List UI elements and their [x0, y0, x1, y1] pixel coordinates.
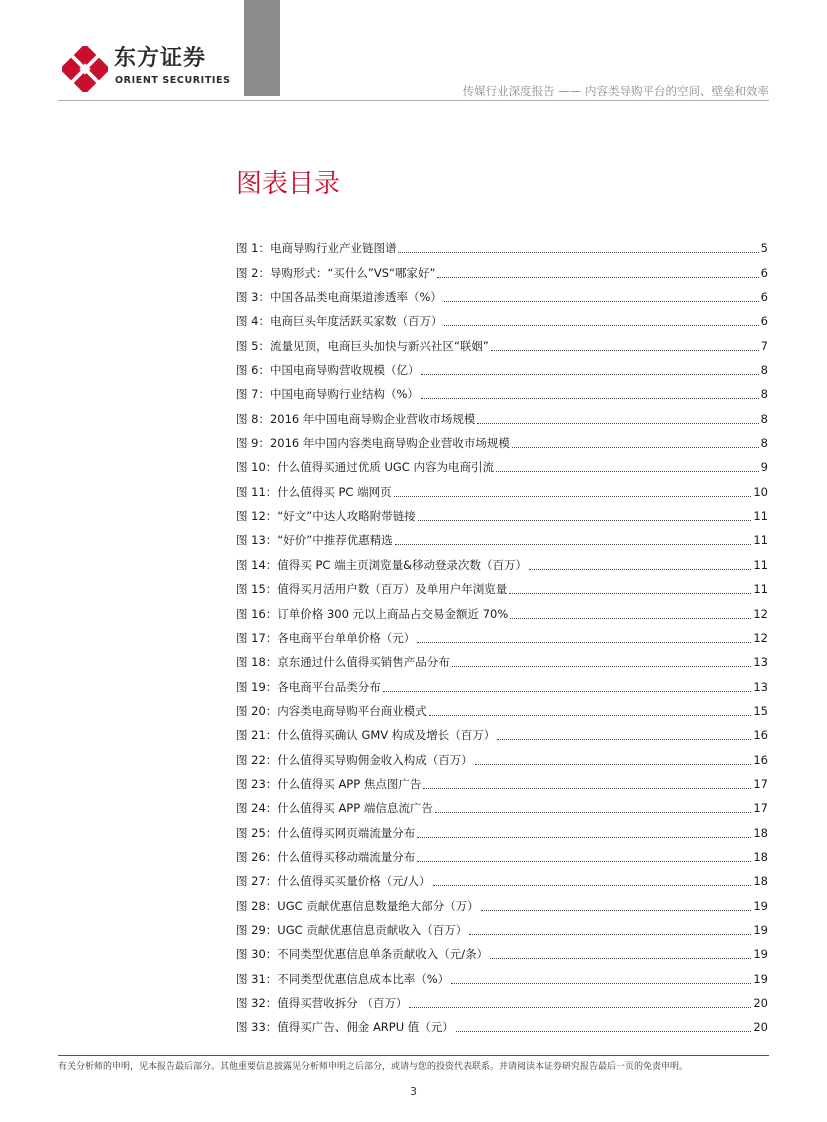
toc-entry-label: 图 32：值得买营收拆分 （百万） [236, 996, 408, 1010]
toc-entry[interactable] [236, 670, 768, 694]
toc-dot-leader [452, 665, 752, 667]
toc-entry[interactable] [236, 646, 768, 670]
toc-entry-label: 图 21：什么值得买确认 GMV 构成及增长（百万） [236, 728, 496, 743]
toc-dot-leader [433, 884, 752, 886]
logo-name-en: ORIENT SECURITIES [115, 75, 231, 86]
toc-entry[interactable] [236, 475, 768, 499]
toc-entry-page: 10 [753, 484, 768, 499]
toc-entry[interactable] [236, 622, 768, 646]
toc-entry-label: 图 1：电商导购行业产业链图谱 [236, 241, 397, 256]
toc-entry[interactable] [236, 597, 768, 621]
toc-dot-leader [497, 738, 751, 740]
toc-entry-page: 18 [753, 874, 768, 889]
toc-entry-label: 图 27：什么值得买买量价格（元/人） [236, 874, 431, 889]
toc-dot-leader [451, 982, 751, 984]
toc-dot-leader [421, 397, 759, 399]
toc-entry[interactable] [236, 962, 768, 986]
toc-entry[interactable] [236, 792, 768, 816]
toc-dot-leader [475, 763, 752, 765]
toc-dot-leader [512, 446, 759, 448]
toc-entry[interactable] [236, 354, 768, 378]
toc-entry-label: 图 16：订单价格 300 元以上商品占交易金额近 70% [236, 606, 509, 621]
toc-entry[interactable] [236, 719, 768, 743]
page-title: 图表目录 [236, 169, 341, 199]
toc-entry-page: 8 [760, 363, 768, 378]
toc-entry[interactable] [236, 402, 768, 426]
toc-entry-label: 图 4：电商巨头年度活跃买家数（百万） [236, 314, 443, 329]
toc-entry-label: 图 23：什么值得买 APP 焦点图广告 [236, 776, 422, 791]
toc-entry[interactable] [236, 695, 768, 719]
toc-entry-label: 图 13：“好价”中推荐优惠精选 [236, 533, 393, 548]
toc-entry-label: 图 8：2016 年中国电商导购企业营收市场规模 [236, 411, 476, 426]
toc-entry-page: 20 [753, 996, 768, 1010]
toc-entry-label: 图 2：导购形式：“买什么”VS“哪家好” [236, 265, 436, 280]
toc-entry[interactable] [236, 305, 768, 329]
toc-dot-leader [477, 422, 758, 424]
toc-entry[interactable] [236, 841, 768, 865]
toc-entry-page: 19 [753, 947, 768, 962]
toc-dot-leader [417, 860, 751, 862]
toc-dot-leader [423, 787, 751, 789]
figure-list [236, 232, 768, 1035]
toc-dot-leader [398, 251, 758, 253]
company-logo [62, 46, 262, 92]
toc-dot-leader [437, 276, 758, 278]
toc-entry-label: 图 6：中国电商导购营收规模（亿） [236, 363, 420, 378]
toc-dot-leader [456, 1030, 752, 1032]
toc-entry-page: 15 [753, 703, 768, 718]
toc-entry-page: 16 [753, 728, 768, 743]
toc-entry-page: 18 [753, 825, 768, 840]
toc-entry-page: 5 [760, 241, 768, 256]
toc-entry-page: 16 [753, 752, 768, 767]
toc-entry[interactable] [236, 281, 768, 305]
toc-dot-leader [383, 690, 752, 692]
toc-entry-page: 6 [760, 290, 768, 305]
orient-securities-logo-icon [62, 46, 108, 92]
toc-entry-label: 图 3：中国各品类电商渠道渗透率（%） [236, 290, 442, 305]
toc-entry-page: 6 [760, 265, 768, 280]
toc-dot-leader [394, 495, 752, 497]
toc-entry[interactable] [236, 816, 768, 840]
toc-entry-page: 11 [753, 582, 768, 597]
toc-entry-label: 图 15：值得买月活用户数（百万）及单用户年浏览量 [236, 582, 508, 597]
toc-entry-page: 9 [760, 460, 768, 475]
toc-entry[interactable] [236, 451, 768, 475]
toc-entry-page: 13 [753, 679, 768, 694]
toc-entry[interactable] [236, 378, 768, 402]
toc-entry[interactable] [236, 987, 768, 1011]
toc-entry-label: 图 22：什么值得买导购佣金收入构成（百万） [236, 752, 473, 767]
disclaimer: 有关分析师的申明，见本报告最后部分。其他重要信息披露见分析师申明之后部分，或请与您的投资代表联系。并请阅读本证券研究报告最后一页的免责申明。 [58, 1062, 689, 1072]
toc-entry[interactable] [236, 914, 768, 938]
toc-entry[interactable] [236, 889, 768, 913]
toc-entry-page: 19 [753, 971, 768, 986]
toc-entry-label: 图 17：各电商平台单单价格（元） [236, 630, 416, 645]
toc-entry-label: 图 12：“好文”中达人攻略附带链接 [236, 509, 416, 524]
footer-divider [58, 1055, 769, 1056]
toc-dot-leader [417, 836, 751, 838]
toc-entry[interactable] [236, 768, 768, 792]
toc-dot-leader [417, 641, 751, 643]
toc-entry[interactable] [236, 865, 768, 889]
toc-dot-leader [481, 909, 752, 911]
toc-entry-page: 18 [753, 849, 768, 864]
toc-entry-page: 11 [753, 557, 768, 572]
toc-entry[interactable] [236, 500, 768, 524]
toc-entry-page: 20 [753, 1020, 768, 1035]
toc-dot-leader [510, 617, 751, 619]
toc-entry[interactable] [236, 232, 768, 256]
toc-entry-label: 图 7：中国电商导购行业结构（%） [236, 387, 419, 402]
toc-entry[interactable] [236, 427, 768, 451]
toc-dot-leader [435, 811, 752, 813]
toc-entry[interactable] [236, 524, 768, 548]
toc-entry-label: 图 24：什么值得买 APP 端信息流广告 [236, 801, 433, 816]
logo-name-cn: 东方证券 [114, 46, 207, 71]
toc-entry-label: 图 18：京东通过什么值得买销售产品分布 [236, 655, 450, 670]
toc-entry-label: 图 19：各电商平台品类分布 [236, 679, 381, 694]
toc-entry-page: 8 [760, 411, 768, 426]
toc-entry-page: 8 [760, 436, 768, 451]
toc-dot-leader [395, 543, 752, 545]
toc-entry-label: 图 30：不同类型优惠信息单条贡献收入（元/条） [236, 947, 489, 962]
toc-entry-label: 图 33：值得买广告、佣金 ARPU 值（元） [236, 1020, 454, 1035]
toc-entry-page: 19 [753, 922, 768, 937]
toc-entry-label: 图 5：流量见顶，电商巨头加快与新兴社区“联姻” [236, 338, 489, 353]
toc-dot-leader [429, 714, 752, 716]
toc-entry[interactable] [236, 1011, 768, 1035]
toc-dot-leader [418, 519, 752, 521]
toc-entry-label: 图 9：2016 年中国内容类电商导购企业营收市场规模 [236, 436, 510, 451]
toc-entry-page: 17 [753, 801, 768, 816]
report-title: 传媒行业深度报告 —— 内容类导购平台的空间、壁垒和效率 [462, 84, 769, 98]
toc-entry-page: 8 [760, 387, 768, 402]
toc-entry[interactable] [236, 573, 768, 597]
toc-dot-leader [529, 568, 751, 570]
toc-entry-page: 11 [753, 509, 768, 524]
toc-dot-leader [444, 300, 759, 302]
toc-entry-label: 图 10：什么值得买通过优质 UGC 内容为电商引流 [236, 460, 494, 475]
toc-entry-label: 图 25：什么值得买网页端流量分布 [236, 825, 416, 840]
toc-entry[interactable] [236, 548, 768, 572]
toc-entry-page: 13 [753, 655, 768, 670]
toc-entry-label: 图 26：什么值得买移动端流量分布 [236, 849, 416, 864]
toc-dot-leader [509, 592, 751, 594]
toc-entry-label: 图 29：UGC 贡献优惠信息贡献收入（百万） [236, 922, 468, 937]
toc-dot-leader [421, 373, 758, 375]
toc-dot-leader [444, 324, 758, 326]
toc-dot-leader [409, 1006, 751, 1008]
toc-entry[interactable] [236, 256, 768, 280]
toc-dot-leader [496, 470, 759, 472]
toc-entry-label: 图 28：UGC 贡献优惠信息数量绝大部分（万） [236, 898, 479, 913]
toc-entry-page: 19 [753, 898, 768, 913]
toc-entry-label: 图 14：值得买 PC 端主页浏览量&移动登录次数（百万） [236, 557, 528, 572]
page-number: 3 [410, 1085, 417, 1098]
toc-entry[interactable] [236, 329, 768, 353]
toc-entry-label: 图 11：什么值得买 PC 端网页 [236, 484, 392, 499]
toc-dot-leader [491, 349, 759, 351]
toc-entry-page: 7 [760, 338, 768, 353]
toc-entry-page: 17 [753, 776, 768, 791]
toc-entry-page: 12 [753, 630, 768, 645]
toc-dot-leader [469, 933, 751, 935]
toc-entry-label: 图 31：不同类型优惠信息成本比率（%） [236, 971, 450, 986]
toc-dot-leader [490, 957, 751, 959]
toc-entry[interactable] [236, 743, 768, 767]
toc-entry[interactable] [236, 938, 768, 962]
toc-entry-label: 图 20：内容类电商导购平台商业模式 [236, 703, 427, 718]
header-divider [58, 100, 769, 101]
toc-entry-page: 12 [753, 606, 768, 621]
toc-entry-page: 11 [753, 533, 768, 548]
toc-entry-page: 6 [760, 314, 768, 329]
